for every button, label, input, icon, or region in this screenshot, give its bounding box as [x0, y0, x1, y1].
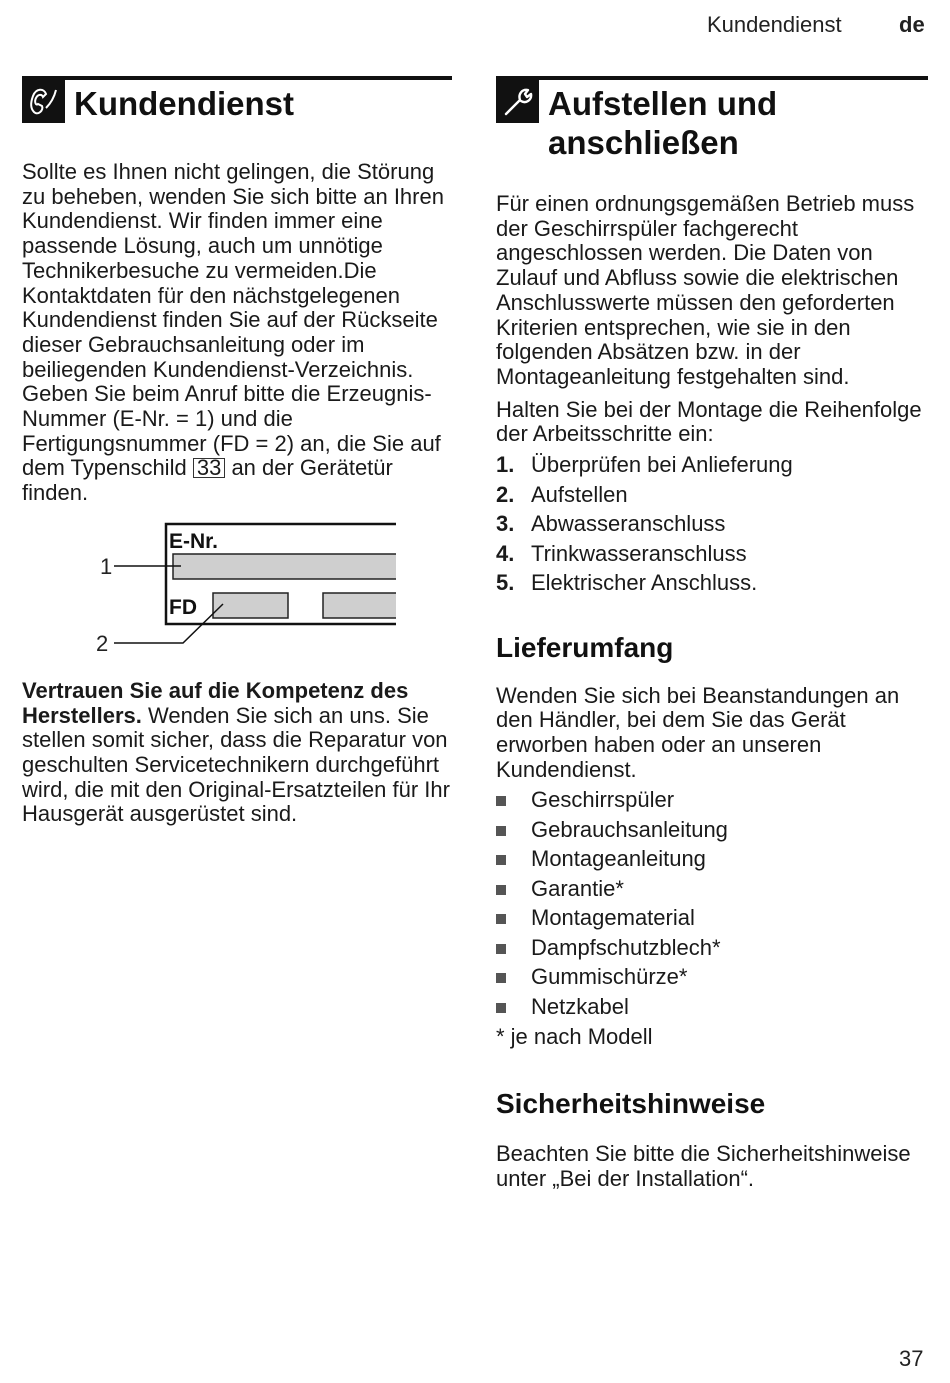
install-steps-list [496, 450, 928, 598]
heading-sicherheitshinweise: Sicherheitshinweise [496, 1088, 766, 1120]
list-item [496, 815, 928, 845]
square-bullet-icon [496, 796, 506, 806]
header-section-title: Kundendienst [707, 12, 842, 37]
step-text: Trinkwasseranschluss [531, 540, 747, 566]
right-column [496, 76, 928, 1191]
wrench-icon [496, 80, 539, 123]
square-bullet-icon [496, 885, 506, 895]
square-bullet-icon [496, 1003, 506, 1013]
list-item [496, 568, 928, 598]
step-number: 4. [496, 540, 515, 566]
item-text: Montageanleitung [531, 846, 706, 872]
heading-lieferumfang: Lieferumfang [496, 631, 674, 663]
section-title: Kundendienst [74, 85, 294, 122]
item-text: Garantie* [531, 875, 624, 901]
step-text: Elektrischer Anschluss. [531, 570, 758, 596]
page-number: 37 [899, 1346, 924, 1371]
square-bullet-icon [496, 914, 506, 924]
paragraph-install-intro: Für einen ordnungsgemäßen Betrieb muss der Geschirrspüler fachgerecht angeschlossen werden. Die Daten von Zulauf und Abfluss sowie die elektrischen Anschlusswerte müssen den geforderten Kriterien entsprechen, wie sie in den folgenden Absätzen bzw. in der Montageanleitung festgehalten sind. [496, 191, 915, 389]
list-item [496, 844, 928, 874]
square-bullet-icon [496, 855, 506, 865]
header-language: de [899, 12, 925, 37]
step-number: 5. [496, 570, 515, 596]
list-item [496, 539, 928, 569]
callout-2-label: 2 [96, 630, 109, 656]
paragraph-trust-bold: Vertrauen Sie auf die Kompetenz des Herstellers. [22, 677, 409, 728]
left-column [22, 76, 452, 827]
list-item [496, 962, 928, 992]
paragraph-contact-end: an der Gerätetür finden. [22, 455, 393, 506]
step-number: 3. [496, 511, 515, 537]
fd-field-1 [213, 593, 288, 618]
step-number: 1. [496, 452, 515, 478]
section-title-line2: anschließen [548, 124, 739, 161]
phone-icon [22, 80, 65, 123]
section-heading-aufstellen [496, 76, 928, 162]
item-text: Gebrauchsanleitung [531, 816, 728, 842]
list-item [496, 509, 928, 539]
list-item [496, 480, 928, 510]
square-bullet-icon [496, 973, 506, 983]
section-title-line1: Aufstellen und [548, 85, 778, 122]
footnote-model: * je nach Modell [496, 1024, 653, 1050]
item-text: Dampfschutzblech* [531, 934, 721, 960]
step-number: 2. [496, 481, 515, 507]
list-item [496, 874, 928, 904]
list-item [496, 903, 928, 933]
paragraph-sicherheit: Beachten Sie bitte die Sicherheitshinweise unter „Bei der Installation“. [496, 1141, 911, 1191]
paragraph-order-intro: Halten Sie bei der Montage die Reihenfolge der Arbeitsschritte ein: [496, 396, 922, 447]
paragraph-contact [22, 160, 452, 506]
fd-label: FD [169, 595, 197, 619]
list-item [496, 992, 928, 1022]
paragraph-trust-text: Wenden Sie sich an uns. Sie stellen somit sicher, dass die Reparatur von geschulten Servicetechnikern durchgeführt wird, die mit den Original-Ersatzteilen für Ihr Hausgerät ausgerüstet sind. [22, 702, 450, 827]
paragraph-trust [22, 679, 452, 827]
list-item [496, 785, 928, 815]
delivery-items-list [496, 785, 928, 1021]
step-text: Aufstellen [531, 481, 628, 507]
item-text: Gummischürze* [531, 964, 688, 990]
type-plate-diagram [66, 522, 396, 662]
enr-field [173, 554, 396, 579]
square-bullet-icon [496, 944, 506, 954]
enr-label: E-Nr. [169, 529, 219, 553]
step-text: Abwasseranschluss [531, 511, 726, 537]
section-heading-kundendienst [22, 76, 452, 148]
item-text: Geschirrspüler [531, 787, 675, 813]
item-text: Montagematerial [531, 905, 695, 931]
paragraph-contact-text: Sollte es Ihnen nicht gelingen, die Störung zu beheben, wenden Sie sich bitte an Ihren Kundendienst. Wir finden immer eine passende Lösung, auch um unnötige Technikerbesuche zu vermeiden.Die Kontaktdaten für den nächstgelegenen Kundendienst finden Sie auf der Rückseite dieser Gebrauchsanleitung oder im beiliegenden Kundendienst-Verzeichnis. Geben Sie beim Anruf bitte die Erzeugnis-Nummer (E-Nr. = 1) und die Fertigungsnummer (FD = 2) an, die Sie auf dem Typenschild [22, 159, 444, 481]
callout-1-label: 1 [100, 553, 113, 579]
reference-number: 33 [193, 458, 225, 478]
fd-field-2 [323, 593, 396, 618]
paragraph-lieferumfang: Wenden Sie sich bei Beanstandungen an den Händler, bei dem Sie das Gerät erworben haben oder an unseren Kundendienst. [496, 682, 900, 782]
step-text: Überprüfen bei Anlieferung [531, 452, 793, 478]
list-item [496, 933, 928, 963]
square-bullet-icon [496, 826, 506, 836]
list-item [496, 450, 928, 480]
item-text: Netzkabel [531, 993, 629, 1019]
